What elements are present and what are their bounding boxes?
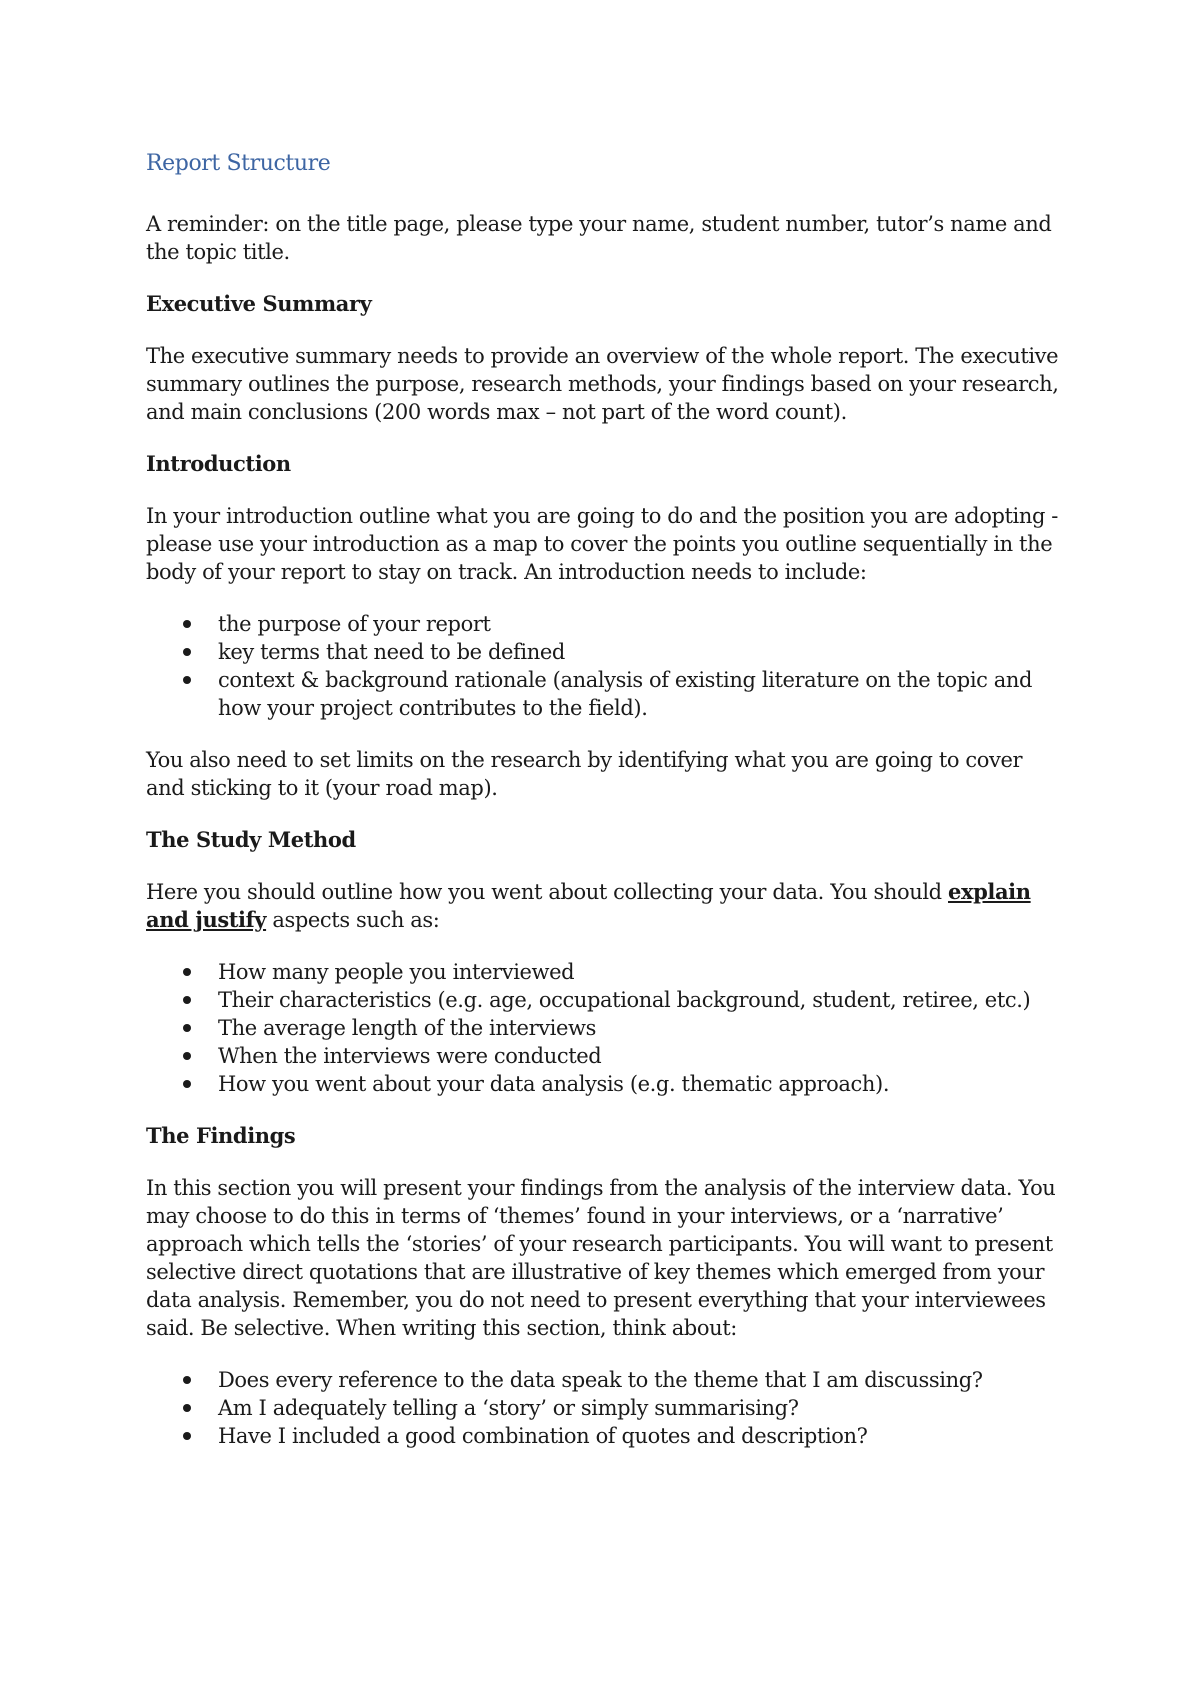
study-method-emphasis: explain and justify [146, 879, 1031, 932]
bullet-icon [183, 1404, 191, 1412]
findings-paragraph: In this section you will present your findings from the analysis of the interview data. You may choose to do this in terms of ‘themes’ found in your interviews, or a ‘narrative’ approach which tells the ‘stories’ of your research participants. You will want to present selective direct quotations that are illustrative of key themes which emerged from your data analysis. Remember, you do not need to present everything that your interviewees said. Be selective. When writing this section, think about: [146, 1176, 1056, 1340]
executive-summary-paragraph: The executive summary needs to provide an overview of the whole report. The executive summary outlines the purpose, research methods, your findings based on your research, and main conclusions (200 words max – not part of the word count). [146, 344, 1059, 424]
bullet-icon [183, 1432, 191, 1440]
page-title: Report Structure [146, 151, 331, 176]
introduction-limits-paragraph: You also need to set limits on the research by identifying what you are going to cover and sticking to it (your road map). [146, 748, 1023, 800]
list-item-text: How many people you interviewed [218, 960, 575, 984]
list-item [146, 1042, 1066, 1070]
study-method-text-end: aspects such as: [266, 908, 440, 932]
list-item [146, 1070, 1066, 1098]
list-item-text: the purpose of your report [218, 612, 491, 636]
bullet-icon [183, 1052, 191, 1060]
introduction-list [146, 610, 1066, 722]
list-item [146, 638, 1066, 666]
bullet-icon [183, 996, 191, 1004]
list-item [146, 958, 1066, 986]
list-item-text: When the interviews were conducted [218, 1044, 602, 1068]
bullet-icon [183, 620, 191, 628]
list-item-text: key terms that need to be defined [218, 640, 565, 664]
bullet-icon [183, 648, 191, 656]
bullet-icon [183, 1080, 191, 1088]
reminder-paragraph: A reminder: on the title page, please type your name, student number, tutor’s name and the topic title. [146, 212, 1052, 264]
list-item-text: Am I adequately telling a ‘story’ or simply summarising? [218, 1396, 799, 1420]
list-item [146, 1394, 1066, 1422]
list-item [146, 1014, 1066, 1042]
study-method-list [146, 958, 1066, 1098]
study-method-text-start: Here you should outline how you went about collecting your data. You should [146, 880, 949, 904]
bullet-icon [183, 676, 191, 684]
bullet-icon [183, 968, 191, 976]
list-item-text: Does every reference to the data speak to the theme that I am discussing? [218, 1368, 983, 1392]
bullet-icon [183, 1376, 191, 1384]
list-item [146, 1366, 1066, 1394]
list-item [146, 986, 1066, 1014]
executive-summary-heading: Executive Summary [146, 291, 372, 316]
list-item-text: The average length of the interviews [218, 1016, 596, 1040]
list-item-text: context & background rationale (analysis of existing literature on the topic and how your project contributes to the field). [218, 668, 1033, 720]
list-item-text: How you went about your data analysis (e.g. thematic approach). [218, 1072, 890, 1096]
findings-list [146, 1366, 1066, 1450]
introduction-heading: Introduction [146, 451, 291, 476]
study-method-paragraph [146, 878, 1066, 934]
list-item [146, 666, 1066, 722]
list-item [146, 610, 1066, 638]
list-item [146, 1422, 1066, 1450]
document-page [146, 150, 1066, 1474]
list-item-text: Their characteristics (e.g. age, occupational background, student, retiree, etc.) [218, 988, 1031, 1012]
introduction-paragraph: In your introduction outline what you are going to do and the position you are adopting - please use your introduction as a map to cover the points you outline sequentially in the body of your report to stay on track. An introduction needs to include: [146, 504, 1058, 584]
findings-heading: The Findings [146, 1123, 296, 1148]
list-item-text: Have I included a good combination of quotes and description? [218, 1424, 868, 1448]
study-method-heading: The Study Method [146, 827, 356, 852]
bullet-icon [183, 1024, 191, 1032]
